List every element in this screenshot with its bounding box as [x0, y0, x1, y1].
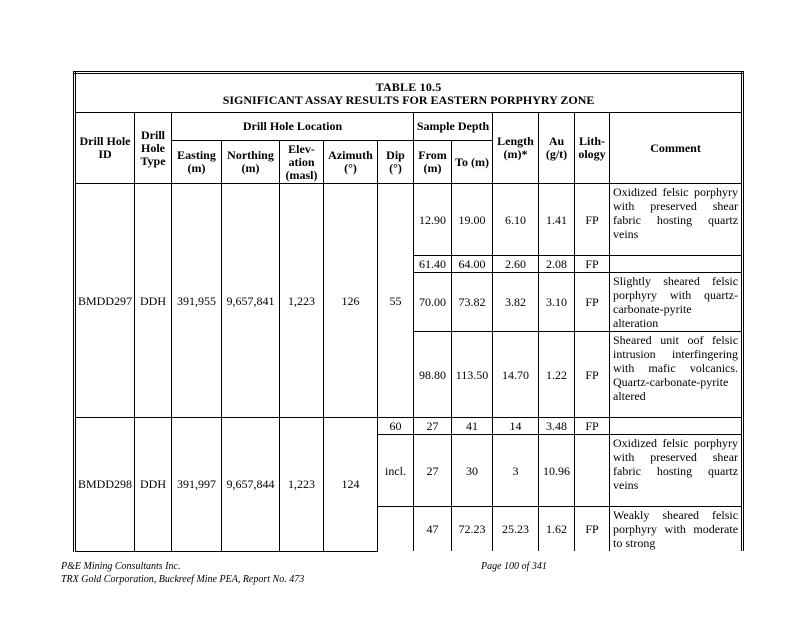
header-drill-hole-type: Drill Hole Type: [135, 113, 172, 184]
footer-company: P&E Mining Consultants Inc.: [61, 561, 181, 572]
cell-dip: 60: [378, 418, 414, 435]
cell-length: 14.70: [493, 332, 539, 418]
cell-hole-id: BMDD298: [75, 418, 135, 552]
header-lithology: Lith-ology: [575, 113, 610, 184]
cell-easting: 391,997: [172, 418, 222, 552]
header-dip: Dip (°): [378, 141, 414, 184]
cell-comment: Oxidized felsic porphyry with preserved shear fabric hosting quartz veins: [610, 435, 743, 507]
table-title-cell: [75, 73, 743, 113]
cell-lithology: FP: [575, 184, 610, 256]
cell-comment: Sheared unit oof felsic intrusion interfingering with mafic volcanics. Quartz-carbonate-pyrite altered: [610, 332, 743, 418]
cell-elevation: 1,223: [280, 418, 324, 552]
cell-from: 12.90: [414, 184, 452, 256]
cell-from: 27: [414, 418, 452, 435]
header-to: To (m): [452, 141, 493, 184]
header-northing: Northing (m): [222, 141, 280, 184]
header-length: Length (m)*: [493, 113, 539, 184]
cell-lithology: FP: [575, 256, 610, 273]
cell-from: 47: [414, 507, 452, 552]
cell-comment: Weakly sheared felsic porphyry with moderate to strong: [610, 507, 743, 552]
cell-northing: 9,657,841: [222, 184, 280, 418]
header-azimuth: Azimuth (°): [324, 141, 378, 184]
cell-lithology: FP: [575, 332, 610, 418]
header-au: Au (g/t): [539, 113, 575, 184]
cell-from: 27: [414, 435, 452, 507]
cell-northing: 9,657,844: [222, 418, 280, 552]
cell-au: 10.96: [539, 435, 575, 507]
cell-to: 73.82: [452, 273, 493, 332]
header-drill-hole-id: Drill Hole ID: [75, 113, 135, 184]
cell-to: 41: [452, 418, 493, 435]
cell-comment: Slightly sheared felsic porphyry with quartz-carbonate-pyrite alteration: [610, 273, 743, 332]
cell-comment: Oxidized felsic porphyry with preserved shear fabric hosting quartz veins: [610, 184, 743, 256]
cell-hole-type: DDH: [135, 418, 172, 552]
cell-au: 1.62: [539, 507, 575, 552]
cell-to: 72.23: [452, 507, 493, 552]
cell-lithology: FP: [575, 273, 610, 332]
table-row: [75, 418, 743, 435]
cell-from: 98.80: [414, 332, 452, 418]
cell-to: 113.50: [452, 332, 493, 418]
cell-lithology: FP: [575, 418, 610, 435]
cell-dip: incl.: [378, 435, 414, 507]
header-elevation: Elev-ation (masl): [280, 141, 324, 184]
cell-au: 2.08: [539, 256, 575, 273]
table-subtitle: SIGNIFICANT ASSAY RESULTS FOR EASTERN PORPHYRY ZONE: [222, 92, 595, 107]
header-comment: Comment: [610, 113, 743, 184]
cell-comment: [610, 418, 743, 435]
header-easting: Easting (m): [172, 141, 222, 184]
footer-report: TRX Gold Corporation, Buckreef Mine PEA, Report No. 473: [61, 574, 305, 585]
cell-to: 30: [452, 435, 493, 507]
cell-elevation: 1,223: [280, 184, 324, 418]
cell-dip: 55: [378, 184, 414, 418]
cell-au: 1.22: [539, 332, 575, 418]
cell-comment: [610, 256, 743, 273]
cell-dip: [378, 507, 414, 552]
footer-page-number: Page 100 of 341: [481, 561, 547, 572]
cell-length: 3: [493, 435, 539, 507]
cell-easting: 391,955: [172, 184, 222, 418]
cell-length: 3.82: [493, 273, 539, 332]
cell-au: 3.48: [539, 418, 575, 435]
header-from: From (m): [414, 141, 452, 184]
table-row: [75, 184, 743, 256]
cell-from: 61.40: [414, 256, 452, 273]
cell-length: 14: [493, 418, 539, 435]
header-sample-depth: Sample Depth: [414, 113, 493, 141]
cell-length: 2.60: [493, 256, 539, 273]
cell-lithology: FP: [575, 507, 610, 552]
cell-length: 25.23: [493, 507, 539, 552]
cell-lithology: [575, 435, 610, 507]
assay-results-table: [73, 71, 744, 552]
cell-to: 19.00: [452, 184, 493, 256]
cell-to: 64.00: [452, 256, 493, 273]
cell-azimuth: 126: [324, 184, 378, 418]
cell-length: 6.10: [493, 184, 539, 256]
cell-azimuth: 124: [324, 418, 378, 552]
cell-au: 3.10: [539, 273, 575, 332]
header-location-group: Drill Hole Location: [172, 113, 414, 141]
cell-au: 1.41: [539, 184, 575, 256]
cell-from: 70.00: [414, 273, 452, 332]
cell-hole-type: DDH: [135, 184, 172, 418]
table-title: TABLE 10.5: [375, 79, 442, 94]
cell-hole-id: BMDD297: [75, 184, 135, 418]
